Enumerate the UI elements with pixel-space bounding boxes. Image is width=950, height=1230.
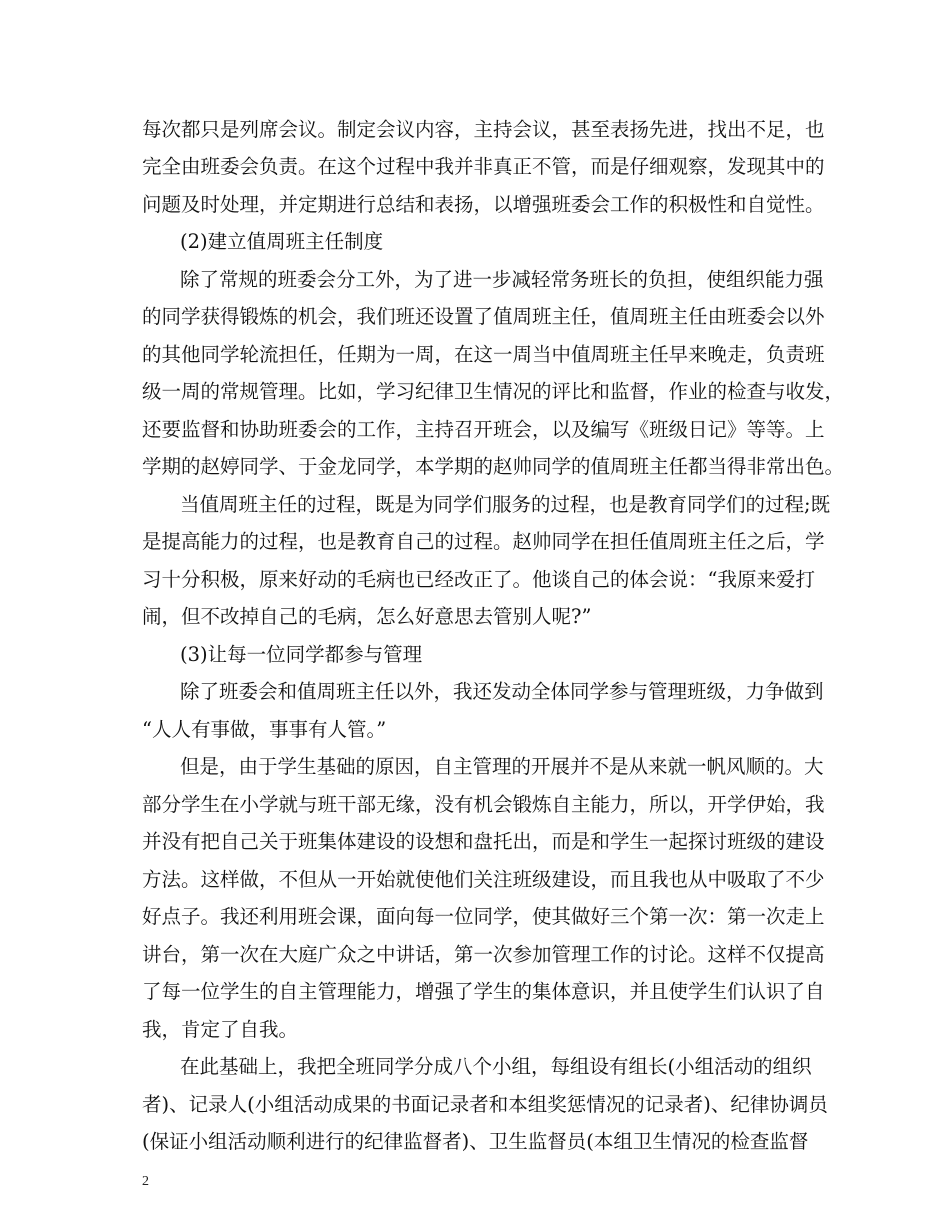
text-line: 者)、记录人(小组活动成果的书面记录者和本组奖惩情况的记录者)、纪律协调员 — [142, 1093, 828, 1116]
text-line: 学期的赵婷同学、于金龙同学，本学期的赵帅同学的值周班主任都当得非常出色。 — [142, 455, 845, 478]
text-line: 的同学获得锻炼的机会，我们班还设置了值周班主任，值周班主任由班委会以外 — [142, 305, 825, 328]
text-line: 每次都只是列席会议。制定会议内容，主持会议，甚至表扬先进，找出不足，也 — [142, 118, 825, 141]
text-line: 问题及时处理，并定期进行总结和表扬，以增强班委会工作的积极性和自觉性。 — [142, 193, 825, 216]
text-line: 讲台，第一次在大庭广众之中讲话，第一次参加管理工作的讨论。这样不仅提高 — [142, 943, 825, 966]
text-line: 是提高能力的过程，也是教育自己的过程。赵帅同学在担任值周班主任之后，学 — [142, 530, 825, 553]
text-line: 方法。这样做，不但从一开始就使他们关注班级建设，而且我也从中吸取了不少 — [142, 868, 825, 891]
text-line: (保证小组活动顺利进行的纪律监督者)、卫生监督员(本组卫生情况的检查监督 — [142, 1130, 809, 1153]
text-line: 我，肯定了自我。 — [142, 1018, 299, 1041]
section-heading: (2)建立值周班主任制度 — [180, 230, 384, 253]
section-heading: (3)让每一位同学都参与管理 — [180, 643, 423, 666]
page-number: 2 — [142, 1174, 149, 1189]
text-line: 但是，由于学生基础的原因，自主管理的开展并不是从来就一帆风顺的。大 — [180, 755, 824, 778]
text-line: 还要监督和协助班委会的工作，主持召开班会，以及编写《班级日记》等等。上 — [142, 418, 825, 441]
text-line: 并没有把自己关于班集体建设的设想和盘托出，而是和学生一起探讨班级的建设 — [142, 830, 825, 853]
text-line: “人人有事做，事事有人管。” — [142, 718, 387, 741]
text-line: 习十分积极，原来好动的毛病也已经改正了。他谈自己的体会说：“我原来爱打 — [142, 568, 815, 591]
text-line: 完全由班委会负责。在这个过程中我并非真正不管，而是仔细观察，发现其中的 — [142, 155, 825, 178]
text-line: 了每一位学生的自主管理能力，增强了学生的集体意识，并且使学生们认识了自 — [142, 980, 825, 1003]
text-line: 闹，但不改掉自己的毛病，怎么好意思去管别人呢?” — [142, 605, 592, 628]
text-line: 的其他同学轮流担任，任期为一周，在这一周当中值周班主任早来晚走，负责班 — [142, 343, 825, 366]
text-line: 在此基础上，我把全班同学分成八个小组，每组设有组长(小组活动的组织 — [180, 1055, 812, 1078]
text-line: 除了班委会和值周班主任以外，我还发动全体同学参与管理班级，力争做到 — [180, 680, 824, 703]
text-line: 部分学生在小学就与班干部无缘，没有机会锻炼自主能力，所以，开学伊始，我 — [142, 793, 825, 816]
text-line: 级一周的常规管理。比如，学习纪律卫生情况的评比和监督，作业的检查与收发， — [142, 380, 845, 403]
text-line: 除了常规的班委会分工外，为了进一步减轻常务班长的负担，使组织能力强 — [180, 268, 824, 291]
text-line: 当值周班主任的过程，既是为同学们服务的过程，也是教育同学们的过程;既 — [180, 493, 831, 516]
text-line: 好点子。我还利用班会课，面向每一位同学，使其做好三个第一次：第一次走上 — [142, 905, 825, 928]
